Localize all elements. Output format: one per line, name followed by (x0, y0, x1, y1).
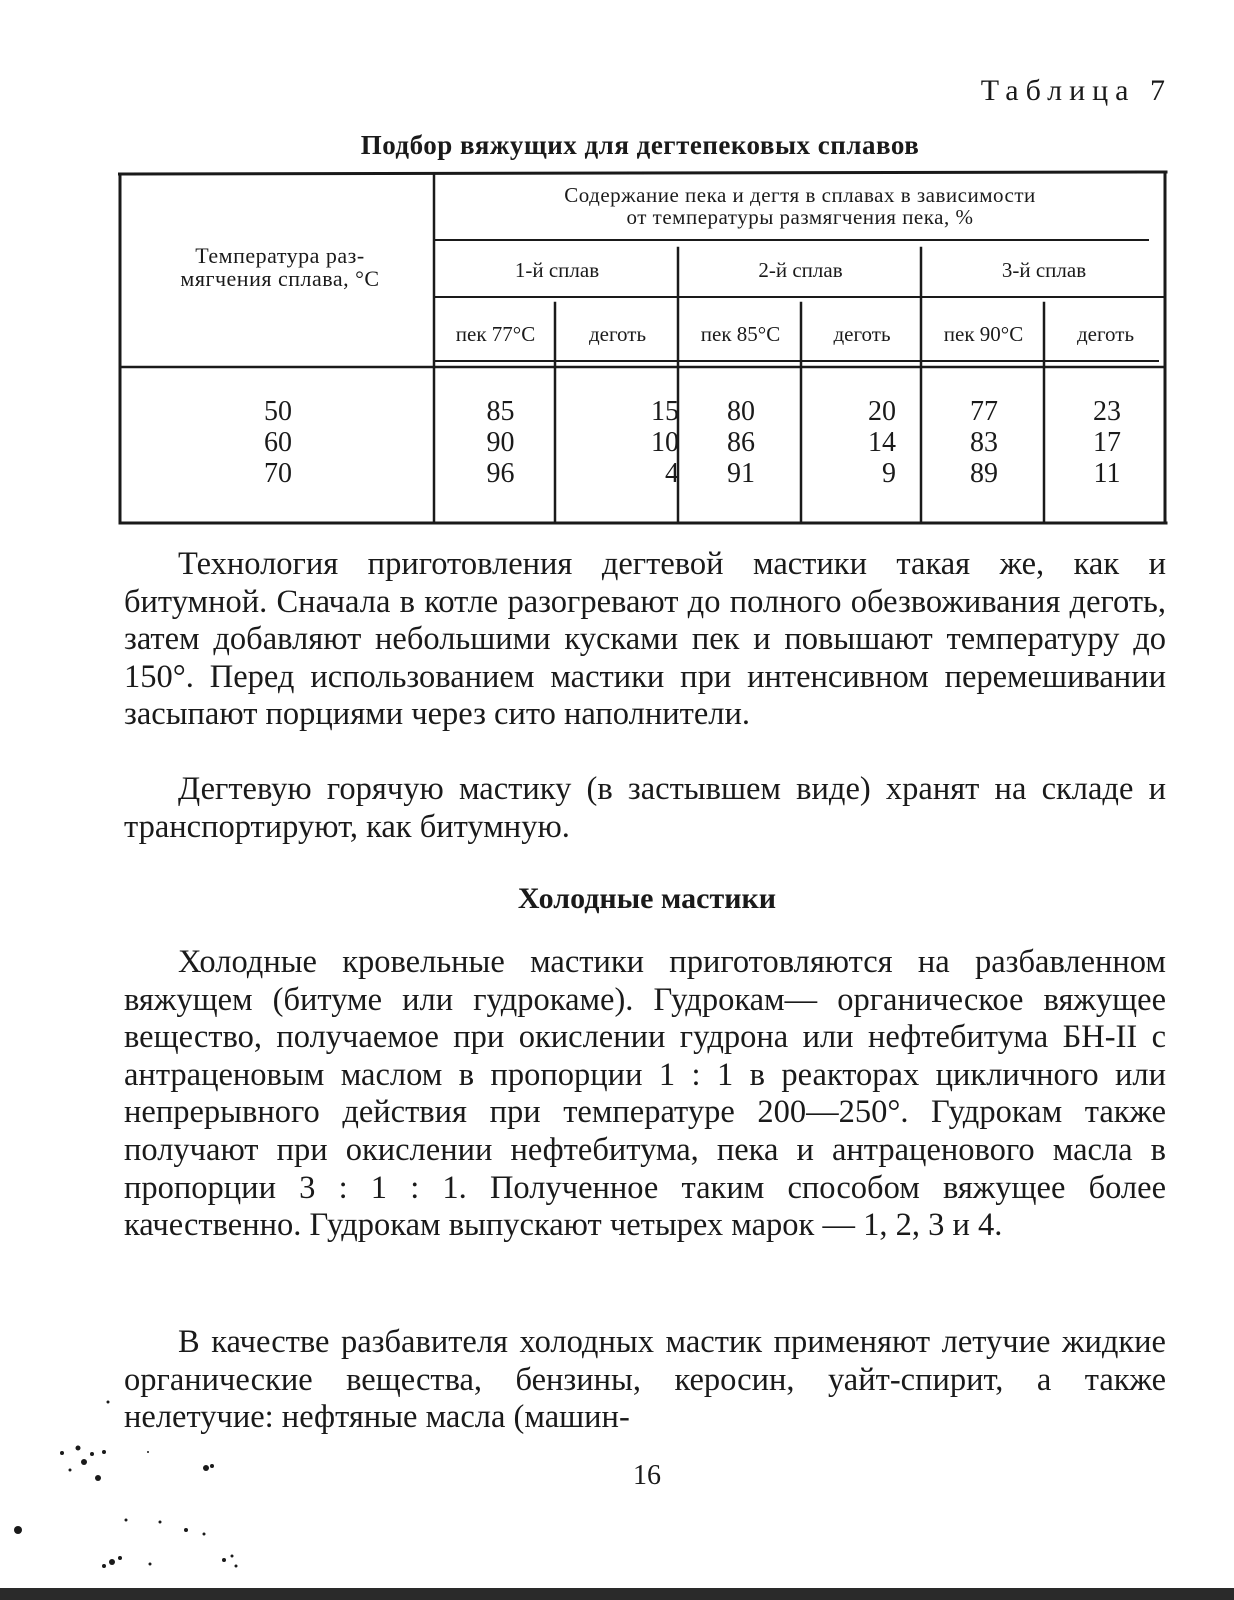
table-number-label: Таблица 7 (980, 74, 1172, 107)
alloy-2-header: 2-й сплав (758, 258, 843, 282)
alloy-1-tar-numbers: 15 10 4 (651, 396, 679, 489)
alloy-2-pitch-header: пек 85°С (700, 322, 781, 346)
paragraph-tar-mastic-storage: Дегтевую горячую мастику (в застывшем виде) хранят на складе и транспортируют, как битумную. (124, 771, 1166, 845)
stub-column-header: Температура раз- мягчения сплава, °С (180, 243, 380, 291)
paragraph-diluents: В качестве разбавителя холодных мастик применяют летучие жидкие органические вещества, бензины, керосин, уайт-спирит, а также нелетучие: нефтяные масла (машин- (124, 1324, 1166, 1436)
alloy-3-tar-values: 23 17 11 (1093, 396, 1121, 489)
paragraph-cold-mastics: Холодные кровельные мастики приготовляются на разбавленном вяжущем (битуме или гудрокаме). Гудрокам— органическое вяжущее вещество, получаемое при окислении гудрона или нефтебитума БН-II с антраценовым маслом в пропорции 1 : 1 в реакторах цикличного или непрерывного действия при температуре 200—250°. Гудрокам также получают при окислении нефтебитума, пека и антраценового масла в пропорции 3 : 1 : 1. Полученное таким способом вяжущее более качественно. Гудрокам выпускают четырех марок — 1, 2, 3 и 4. (124, 944, 1166, 1244)
alloy-1-pitch-values: 85 90 96 (486, 396, 515, 489)
alloy-1-header: 1-й сплав (514, 258, 600, 282)
alloy-3-tar-header: деготь (1076, 322, 1135, 346)
alloy-2-tar-numbers: 20 14 9 (868, 396, 896, 489)
alloy-1-pitch-header: пек 77°С (455, 322, 536, 346)
alloy-1-tar-header: деготь (588, 322, 647, 346)
alloy-2-pitch-values: 80 86 91 (727, 396, 755, 489)
content-group-header: Содержание пека и дегтя в сплавах в зависимости от температуры размягчения пека, % (564, 183, 1036, 229)
alloy-2-tar-header: деготь (833, 322, 891, 346)
alloy-3-header: 3-й сплав (1001, 258, 1087, 282)
temperature-values: 50 60 70 (264, 396, 292, 489)
alloy-3-pitch-values: 77 83 89 (970, 396, 998, 489)
section-heading-cold-mastics: Холодные мастики (517, 882, 777, 915)
alloy-3-pitch-header: пек 90°С (943, 322, 1024, 346)
table-title: Подбор вяжущих для дегтепековых сплавов (360, 130, 920, 160)
page-number: 16 (633, 1460, 661, 1491)
paragraph-tar-mastic-technology: Технология приготовления дегтевой мастики такая же, как и битумной. Сначала в котле разогревают до полного обезвоживания деготь, затем добавляют небольшими кусками пек и повышают температуру до 150°. Перед использованием мастики при интенсивном перемешивании засыпают порциями через сито наполнители. (124, 546, 1166, 733)
